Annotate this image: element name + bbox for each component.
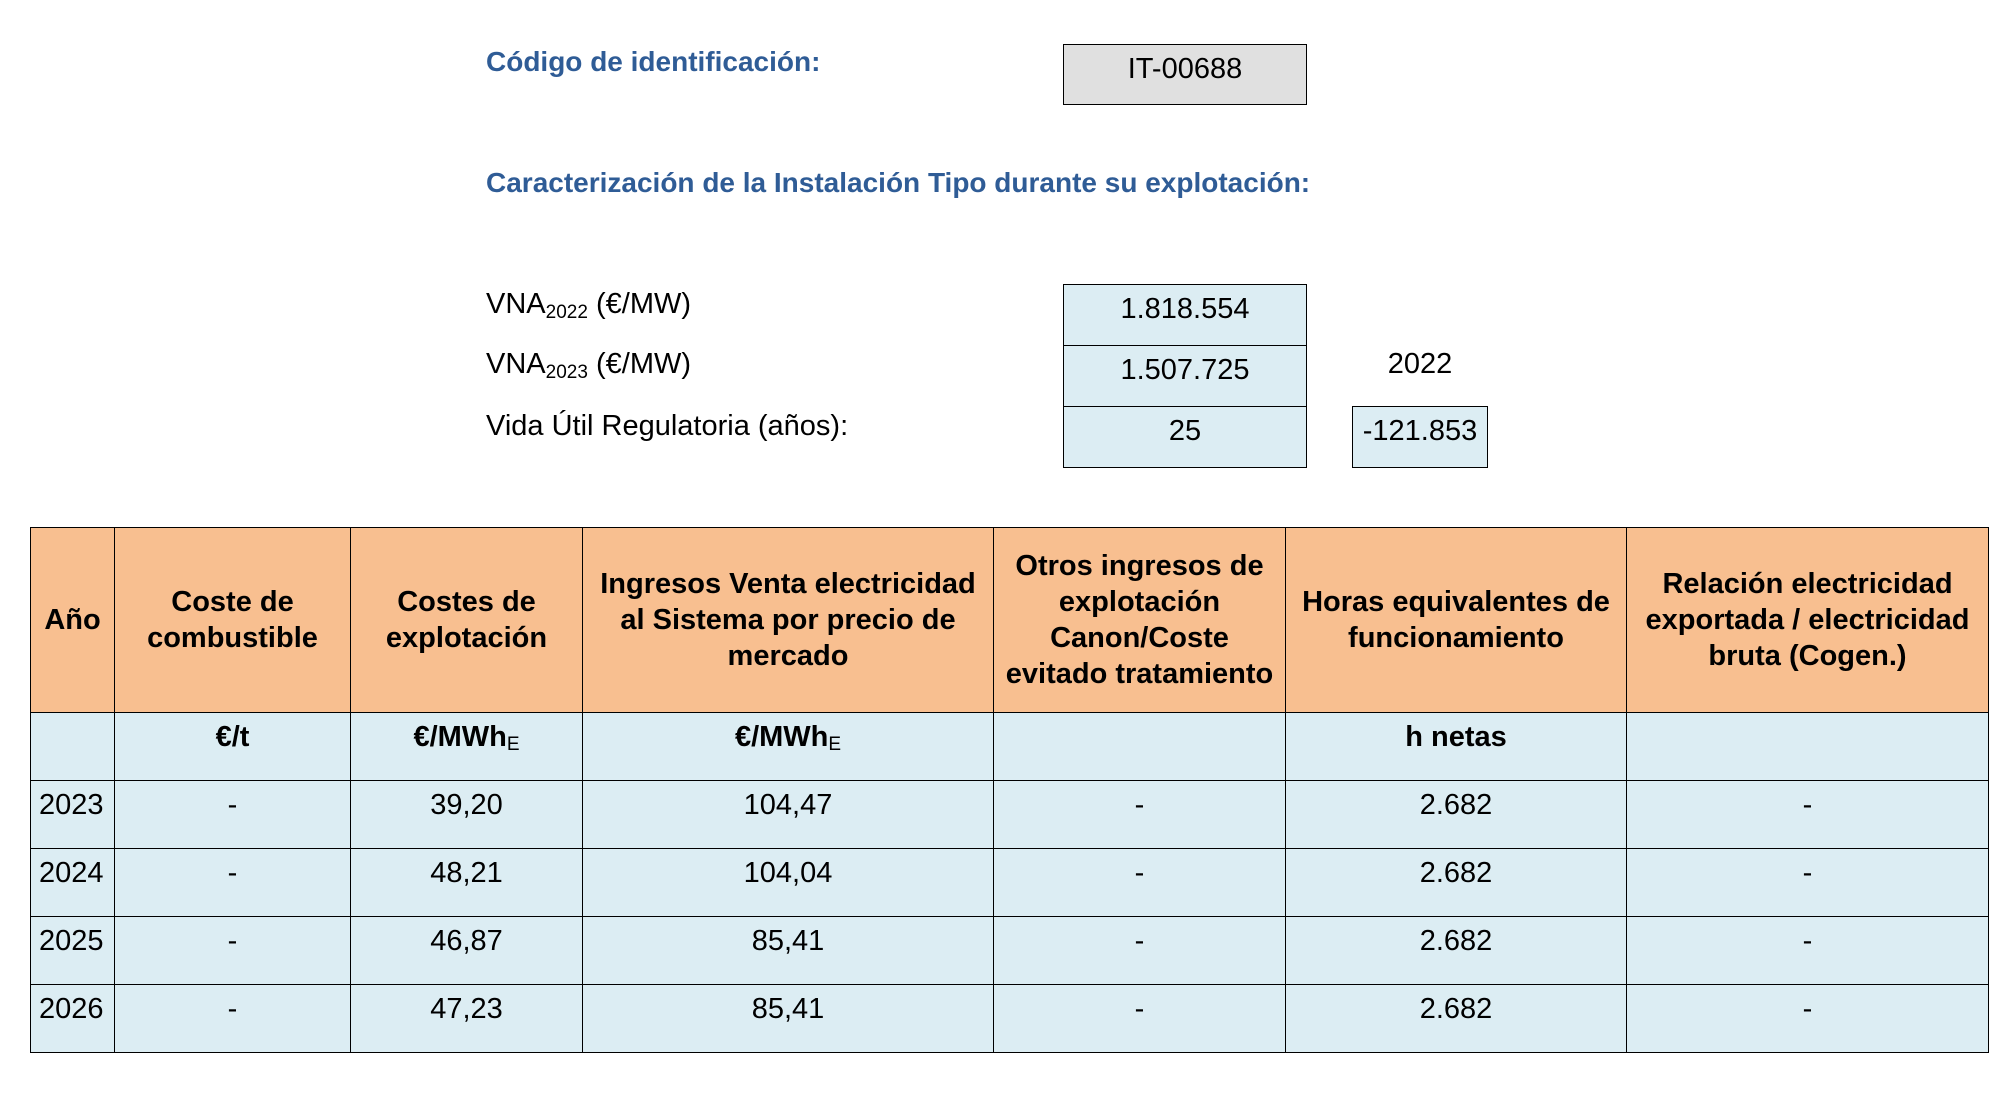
vna-2022-value-box (1063, 284, 1307, 346)
header-equivalent-hours: Horas equivalentes de funcionamiento (1286, 528, 1627, 713)
table-cell: 104,04 (583, 849, 994, 917)
table-cell: 2.682 (1286, 985, 1627, 1053)
identification-label: Código de identificación: (486, 46, 821, 77)
table-row (31, 985, 1989, 1053)
unit-cell: €/MWh$_E$ (351, 713, 583, 781)
table-cell: - (994, 917, 1286, 985)
vna-2022-value: 1.818.554 (1120, 293, 1250, 325)
header-electricity-revenue: Ingresos Venta electricidad al Sistema por precio de mercado (583, 528, 994, 713)
unit-cell (994, 713, 1286, 781)
vna-2023-value-box (1063, 345, 1307, 407)
table-row (31, 849, 1989, 917)
vna-2023-label: $VNA_{2023}$ (€/MW) (486, 348, 692, 383)
table-cell: 46,87 (351, 917, 583, 985)
side-value-box (1352, 406, 1488, 468)
table-cell: - (994, 849, 1286, 917)
header-fuel-cost: Coste de combustible (115, 528, 351, 713)
table-cell: 2024 (31, 849, 115, 917)
table-cell: - (115, 985, 351, 1053)
vna-2023-value: 1.507.725 (1120, 354, 1250, 386)
identification-code-box (1063, 44, 1307, 105)
unit-cell (31, 713, 115, 781)
table-header-row (31, 528, 1989, 713)
table-cell: - (994, 985, 1286, 1053)
unit-cell: €/t (115, 713, 351, 781)
header-electricity-ratio: Relación electricidad exportada / electricidad bruta (Cogen.) (1627, 528, 1989, 713)
table-cell: 2023 (31, 781, 115, 849)
unit-cell: h netas (1286, 713, 1627, 781)
table-cell: 2.682 (1286, 917, 1627, 985)
table-cell: - (1627, 849, 1989, 917)
unit-cell: €/MWh$_E$ (583, 713, 994, 781)
table-row (31, 917, 1989, 985)
table-cell: - (1627, 781, 1989, 849)
header-operating-costs: Costes de explotación (351, 528, 583, 713)
table-units-row (31, 713, 1989, 781)
table-cell: 2026 (31, 985, 115, 1053)
characterization-title: Caracterización de la Instalación Tipo durante su explotación: (486, 167, 1311, 198)
vida-util-value-box (1063, 406, 1307, 468)
table-cell: - (115, 781, 351, 849)
side-year: 2022 (1387, 348, 1453, 380)
table-cell: - (1627, 985, 1989, 1053)
table-cell: 48,21 (351, 849, 583, 917)
header-other-revenue: Otros ingresos de explotación Canon/Coste evitado tratamiento (994, 528, 1286, 713)
header-year: Año (31, 528, 115, 713)
vna-2022-label: $VNA_{2022}$ (€/MW) (486, 288, 692, 323)
table-row (31, 781, 1989, 849)
vida-util-value: 25 (1168, 415, 1202, 447)
operation-table (30, 527, 1989, 1053)
table-cell: - (115, 849, 351, 917)
table-cell: - (115, 917, 351, 985)
table-cell: 85,41 (583, 985, 994, 1053)
table-cell: 2.682 (1286, 849, 1627, 917)
unit-cell (1627, 713, 1989, 781)
table-cell: 2.682 (1286, 781, 1627, 849)
table-cell: 2025 (31, 917, 115, 985)
table-cell: 104,47 (583, 781, 994, 849)
vida-util-label: Vida Útil Regulatoria (años): (486, 410, 849, 442)
table-cell: - (1627, 917, 1989, 985)
side-value: -121.853 (1362, 415, 1478, 447)
table-cell: 39,20 (351, 781, 583, 849)
table-cell: 47,23 (351, 985, 583, 1053)
identification-code: IT-00688 (1127, 53, 1243, 85)
table-cell: 85,41 (583, 917, 994, 985)
table-cell: - (994, 781, 1286, 849)
